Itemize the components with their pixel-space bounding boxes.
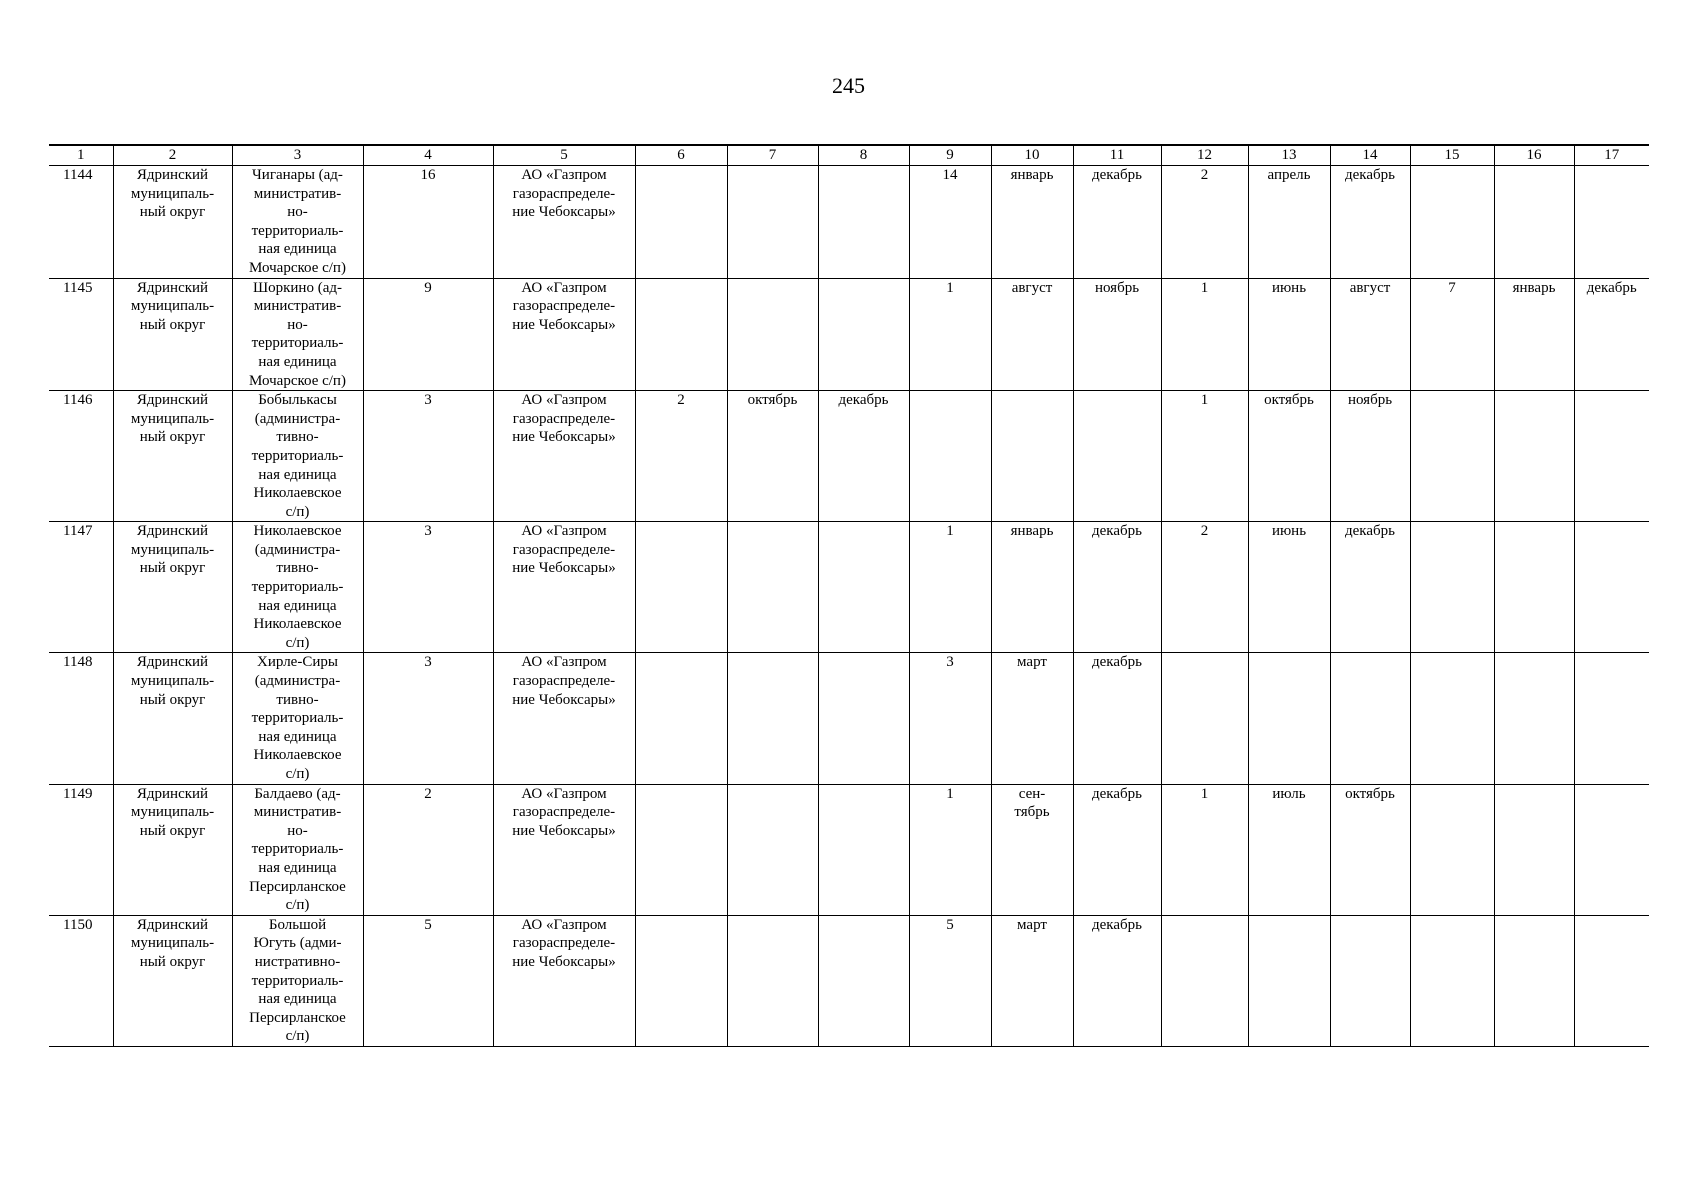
table-row [49,915,1649,1046]
cell-col-13: апрель [1248,166,1330,279]
cell-col-1: 1146 [49,391,113,522]
cell-col-7 [727,522,818,653]
cell-col-3 [232,391,363,522]
cell-line: муниципаль- [130,804,215,821]
cell-line: тивно- [276,691,319,708]
cell-line: тябрь [1014,804,1050,821]
cell-line: март [1017,654,1047,671]
cell-col-11 [1073,391,1161,522]
column-header-8: 8 [818,145,909,166]
cell-col-11: декабрь [1073,653,1161,784]
cell-line: муниципаль- [130,410,215,427]
cell-col-17 [1574,391,1649,522]
cell-col-6 [635,784,727,915]
cell-col-14: декабрь [1330,522,1410,653]
cell-col-1: 1148 [49,653,113,784]
column-number-row [49,145,1649,166]
cell-col-12 [1161,915,1248,1046]
cell-col-6 [635,522,727,653]
cell-col-12 [1161,653,1248,784]
column-header-9: 9 [909,145,991,166]
cell-line: ная единица [258,859,337,876]
cell-line: Персирланское [249,878,346,895]
cell-line: АО «Газпром [521,167,607,183]
cell-line: ная единица [258,466,337,483]
cell-col-12: 2 [1161,522,1248,653]
cell-col-2 [113,653,232,784]
cell-line: тивно- [276,429,319,446]
cell-col-6 [635,915,727,1046]
column-header-11: 11 [1073,145,1161,166]
cell-col-3 [232,278,363,391]
cell-col-14: декабрь [1330,166,1410,279]
cell-col-6: 2 [635,391,727,522]
column-header-12: 12 [1161,145,1248,166]
cell-col-1: 1147 [49,522,113,653]
column-header-1: 1 [49,145,113,166]
table-row [49,784,1649,915]
cell-col-11: декабрь [1073,166,1161,279]
cell-col-15: 7 [1410,278,1494,391]
cell-line: Ядринский [136,916,209,933]
cell-line: министратив- [253,804,342,821]
cell-col-4: 3 [363,653,493,784]
cell-col-14 [1330,653,1410,784]
column-header-14: 14 [1330,145,1410,166]
cell-line: министратив- [253,298,342,315]
cell-line: ный округ [139,822,206,839]
cell-col-2 [113,278,232,391]
cell-line: с/п) [285,634,310,651]
cell-col-10 [991,391,1073,522]
cell-line: (администра- [254,541,341,558]
cell-col-15 [1410,391,1494,522]
cell-line: Мочарское с/п) [249,372,346,389]
column-header-15: 15 [1410,145,1494,166]
cell-col-17 [1574,915,1649,1046]
column-header-13: 13 [1248,145,1330,166]
cell-line: газораспределе- [512,298,616,315]
cell-line: муниципаль- [130,673,215,690]
cell-col-5 [493,915,635,1046]
cell-line: Николаевское [253,747,342,764]
cell-col-5 [493,784,635,915]
cell-col-10 [991,653,1073,784]
table-row [49,166,1649,279]
cell-line: ние Чебоксары» [512,204,616,221]
cell-col-9: 14 [909,166,991,279]
column-header-5: 5 [493,145,635,166]
cell-line: АО «Газпром [521,654,607,671]
cell-col-9: 3 [909,653,991,784]
cell-line: Чиганары (ад- [252,167,343,183]
cell-col-17 [1574,653,1649,784]
cell-col-5 [493,166,635,279]
cell-col-17 [1574,166,1649,279]
cell-line: Николаевское [253,485,342,502]
cell-col-2 [113,915,232,1046]
cell-col-15 [1410,915,1494,1046]
cell-col-3 [232,522,363,653]
cell-col-13: июнь [1248,278,1330,391]
cell-line: ный округ [139,560,206,577]
cell-col-2 [113,391,232,522]
column-header-16: 16 [1494,145,1574,166]
cell-col-12: 2 [1161,166,1248,279]
cell-col-10 [991,784,1073,915]
cell-col-17: декабрь [1574,278,1649,391]
cell-line: АО «Газпром [521,916,607,933]
column-header-10: 10 [991,145,1073,166]
cell-line: Ядринский [136,654,209,671]
cell-line: март [1017,916,1047,933]
cell-col-8 [818,278,909,391]
cell-line: ние Чебоксары» [512,691,616,708]
cell-col-11: декабрь [1073,784,1161,915]
cell-line: Шоркино (ад- [252,279,342,296]
cell-line: ная единица [258,241,337,258]
cell-col-9 [909,391,991,522]
cell-col-2 [113,166,232,279]
cell-line: газораспределе- [512,410,616,427]
cell-line: муниципаль- [130,935,215,952]
cell-line: Ядринский [136,785,209,802]
table-row [49,522,1649,653]
cell-line: Большой [268,916,327,933]
cell-col-10 [991,278,1073,391]
cell-line: АО «Газпром [521,392,607,409]
cell-col-15 [1410,784,1494,915]
cell-col-17 [1574,522,1649,653]
cell-col-2 [113,784,232,915]
cell-col-16 [1494,653,1574,784]
cell-line: ние Чебоксары» [512,560,616,577]
cell-line: с/п) [285,897,310,914]
cell-col-17 [1574,784,1649,915]
table-row [49,653,1649,784]
cell-line: ный округ [139,691,206,708]
cell-line: ная единица [258,728,337,745]
cell-col-5 [493,391,635,522]
cell-col-13: июнь [1248,522,1330,653]
cell-col-1: 1149 [49,784,113,915]
cell-col-7 [727,278,818,391]
cell-line: ный округ [139,316,206,333]
cell-line: АО «Газпром [521,523,607,540]
cell-col-4: 3 [363,522,493,653]
cell-line: Персирланское [249,1009,346,1026]
cell-col-9: 5 [909,915,991,1046]
cell-line: январь [1010,523,1054,540]
cell-line: с/п) [285,766,310,782]
cell-col-4: 2 [363,784,493,915]
cell-col-6 [635,278,727,391]
cell-line: муниципаль- [130,298,215,315]
cell-col-6 [635,653,727,784]
cell-line: Бобылькасы [258,392,337,409]
cell-col-7: октябрь [727,391,818,522]
cell-col-9: 1 [909,784,991,915]
cell-line: ная единица [258,597,337,614]
cell-line: газораспределе- [512,804,616,821]
cell-line: Ядринский [136,167,209,183]
cell-col-10 [991,522,1073,653]
cell-col-10 [991,166,1073,279]
cell-line: ный округ [139,429,206,446]
cell-line: территориаль- [251,335,344,352]
cell-line: муниципаль- [130,185,215,202]
cell-col-16 [1494,391,1574,522]
cell-line: ние Чебоксары» [512,316,616,333]
cell-line: газораспределе- [512,185,616,202]
cell-col-7 [727,784,818,915]
column-header-17: 17 [1574,145,1649,166]
cell-line: Мочарское с/п) [249,259,346,276]
cell-col-10 [991,915,1073,1046]
cell-line: министратив- [253,185,342,202]
cell-col-16: январь [1494,278,1574,391]
cell-col-9: 1 [909,278,991,391]
cell-col-1: 1145 [49,278,113,391]
cell-col-14: ноябрь [1330,391,1410,522]
cell-line: ный округ [139,953,206,970]
cell-line: территориаль- [251,579,344,596]
table-body [49,166,1649,1047]
cell-line: ние Чебоксары» [512,953,616,970]
cell-col-1: 1150 [49,915,113,1046]
cell-line: август [1011,279,1053,296]
cell-line: газораспределе- [512,935,616,952]
cell-line: территориаль- [251,841,344,858]
table-row [49,278,1649,391]
cell-col-13: октябрь [1248,391,1330,522]
cell-line: сен- [1018,785,1046,802]
table-row [49,391,1649,522]
cell-line: (администра- [254,673,341,690]
cell-line: муниципаль- [130,541,215,558]
page-number: 245 [832,73,865,98]
cell-line: ние Чебоксары» [512,822,616,839]
cell-line: АО «Газпром [521,279,607,296]
cell-line: но- [287,822,308,839]
cell-line: Ядринский [136,392,209,409]
cell-col-9: 1 [909,522,991,653]
cell-col-13 [1248,915,1330,1046]
cell-line: АО «Газпром [521,785,607,802]
cell-col-7 [727,915,818,1046]
cell-line: ный округ [139,204,206,221]
cell-line: нистративно- [254,953,341,970]
cell-line: Ядринский [136,523,209,540]
column-header-3: 3 [232,145,363,166]
cell-col-3 [232,166,363,279]
cell-line: но- [287,316,308,333]
cell-col-4: 9 [363,278,493,391]
cell-col-8 [818,784,909,915]
cell-col-11: декабрь [1073,522,1161,653]
cell-line: но- [287,204,308,221]
cell-col-12: 1 [1161,278,1248,391]
cell-col-8 [818,915,909,1046]
cell-line: территориаль- [251,972,344,989]
cell-line: ная единица [258,991,337,1008]
column-header-7: 7 [727,145,818,166]
cell-col-15 [1410,166,1494,279]
cell-col-5 [493,278,635,391]
cell-line: Балдаево (ад- [254,785,341,802]
cell-col-8 [818,522,909,653]
cell-col-5 [493,522,635,653]
cell-col-8 [818,166,909,279]
cell-line: Ядринский [136,279,209,296]
cell-line: Николаевское [253,616,342,633]
cell-col-16 [1494,166,1574,279]
cell-col-4: 5 [363,915,493,1046]
cell-col-2 [113,522,232,653]
column-header-6: 6 [635,145,727,166]
cell-col-8 [818,653,909,784]
column-header-4: 4 [363,145,493,166]
cell-col-16 [1494,784,1574,915]
cell-col-12: 1 [1161,391,1248,522]
cell-col-11: ноябрь [1073,278,1161,391]
cell-line: Николаевское [253,523,342,540]
cell-line: тивно- [276,560,319,577]
cell-col-7 [727,166,818,279]
cell-col-16 [1494,522,1574,653]
column-header-2: 2 [113,145,232,166]
cell-col-3 [232,784,363,915]
cell-line: январь [1010,167,1054,183]
cell-line: газораспределе- [512,541,616,558]
cell-line: с/п) [285,1028,310,1045]
cell-col-6 [635,166,727,279]
cell-line: территориаль- [251,710,344,727]
cell-line: (администра- [254,410,341,427]
cell-col-1: 1144 [49,166,113,279]
cell-col-3 [232,653,363,784]
cell-col-12: 1 [1161,784,1248,915]
cell-col-14 [1330,915,1410,1046]
cell-line: Югуть (адми- [253,935,342,952]
cell-col-4: 16 [363,166,493,279]
cell-col-14: октябрь [1330,784,1410,915]
cell-col-7 [727,653,818,784]
cell-line: ние Чебоксары» [512,429,616,446]
cell-col-13: июль [1248,784,1330,915]
cell-col-16 [1494,915,1574,1046]
cell-col-13 [1248,653,1330,784]
cell-col-11: декабрь [1073,915,1161,1046]
cell-col-14: август [1330,278,1410,391]
cell-col-5 [493,653,635,784]
cell-line: газораспределе- [512,673,616,690]
cell-line: территориаль- [251,447,344,464]
data-table [49,144,1649,1047]
cell-col-4: 3 [363,391,493,522]
cell-line: Хирле-Сиры [257,654,338,671]
cell-line: территориаль- [251,222,344,239]
cell-line: ная единица [258,353,337,370]
cell-col-8: декабрь [818,391,909,522]
cell-line: с/п) [285,503,310,520]
cell-col-15 [1410,653,1494,784]
cell-col-15 [1410,522,1494,653]
cell-col-3 [232,915,363,1046]
